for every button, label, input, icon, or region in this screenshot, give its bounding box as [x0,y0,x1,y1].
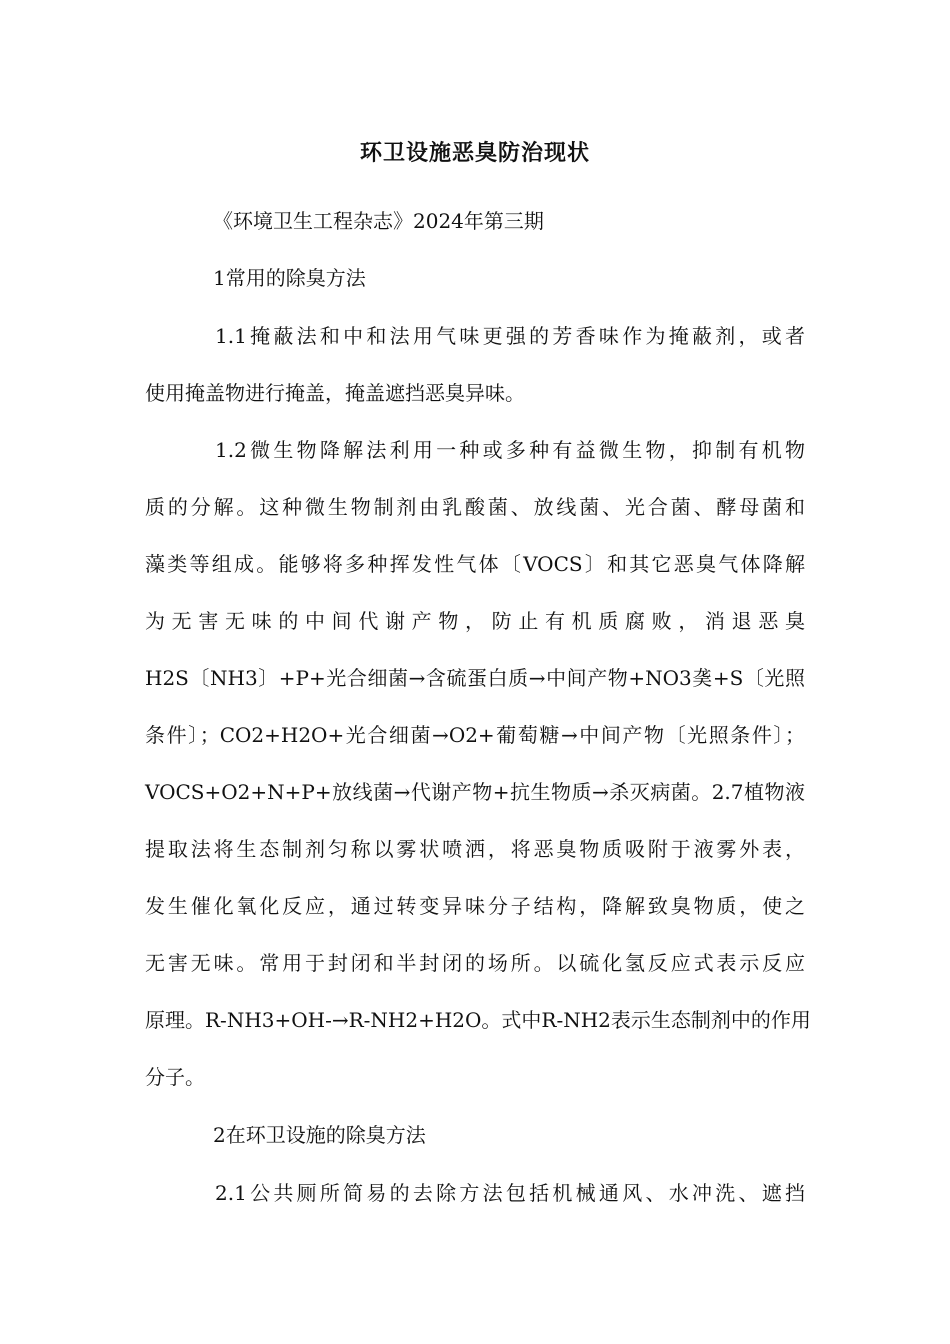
paragraph-1-2-line: 1.2微生物降解法利用一种或多种有益微生物，抑制有机物 [215,438,805,462]
paragraph-1-2-line: 提取法将生态制剂匀称以雾状喷洒，将恶臭物质吸附于液雾外表， [145,837,805,861]
document-title: 环卫设施恶臭防治现状 [359,140,590,166]
paragraph-1-1-line: 1.1掩蔽法和中和法用气味更强的芳香味作为掩蔽剂，或者 [215,324,805,348]
section-1-heading: 1常用的除臭方法 [213,266,366,290]
paragraph-2-1-line: 2.1公共厕所简易的去除方法包括机械通风、水冲洗、遮挡 [215,1181,805,1205]
paragraph-1-2-line: 质的分解。这种微生物制剂由乳酸菌、放线菌、光合菌、酵母菌和 [145,495,805,519]
paragraph-1-2-line: VOCS+O2+N+P+放线菌→代谢产物+抗生物质→杀灭病菌。2.7植物液 [145,780,805,804]
section-2-heading: 2在环卫设施的除臭方法 [213,1123,426,1147]
paragraph-1-2-line: 发生催化氧化反应，通过转变异味分子结构，降解致臭物质，使之 [145,894,805,918]
source-line: 《环境卫生工程杂志》2024年第三期 [213,209,544,233]
paragraph-1-2-line: 藻类等组成。能够将多种挥发性气体〔VOCS〕和其它恶臭气体降解 [145,552,805,576]
paragraph-1-2-line: 为无害无味的中间代谢产物，防止有机质腐败，消退恶臭 [145,609,805,633]
paragraph-1-1-line: 使用掩盖物进行掩盖，掩盖遮挡恶臭异味。 [145,381,525,405]
paragraph-1-2-line: H2S〔NH3〕+P+光合细菌→含硫蛋白质→中间产物+NO3䶮+S〔光照 [145,666,805,690]
paragraph-1-2-line: 无害无味。常用于封闭和半封闭的场所。以硫化氢反应式表示反应 [145,951,805,975]
paragraph-1-2-line: 条件〕；CO2+H2O+光合细菌→O2+葡萄糖→中间产物〔光照条件〕； [145,723,805,747]
paragraph-1-2-line: 原理。R-NH3+OH-→R-NH2+H2O。式中R-NH2表示生态制剂中的作用 [145,1008,811,1032]
paragraph-1-2-line: 分子。 [145,1065,205,1089]
